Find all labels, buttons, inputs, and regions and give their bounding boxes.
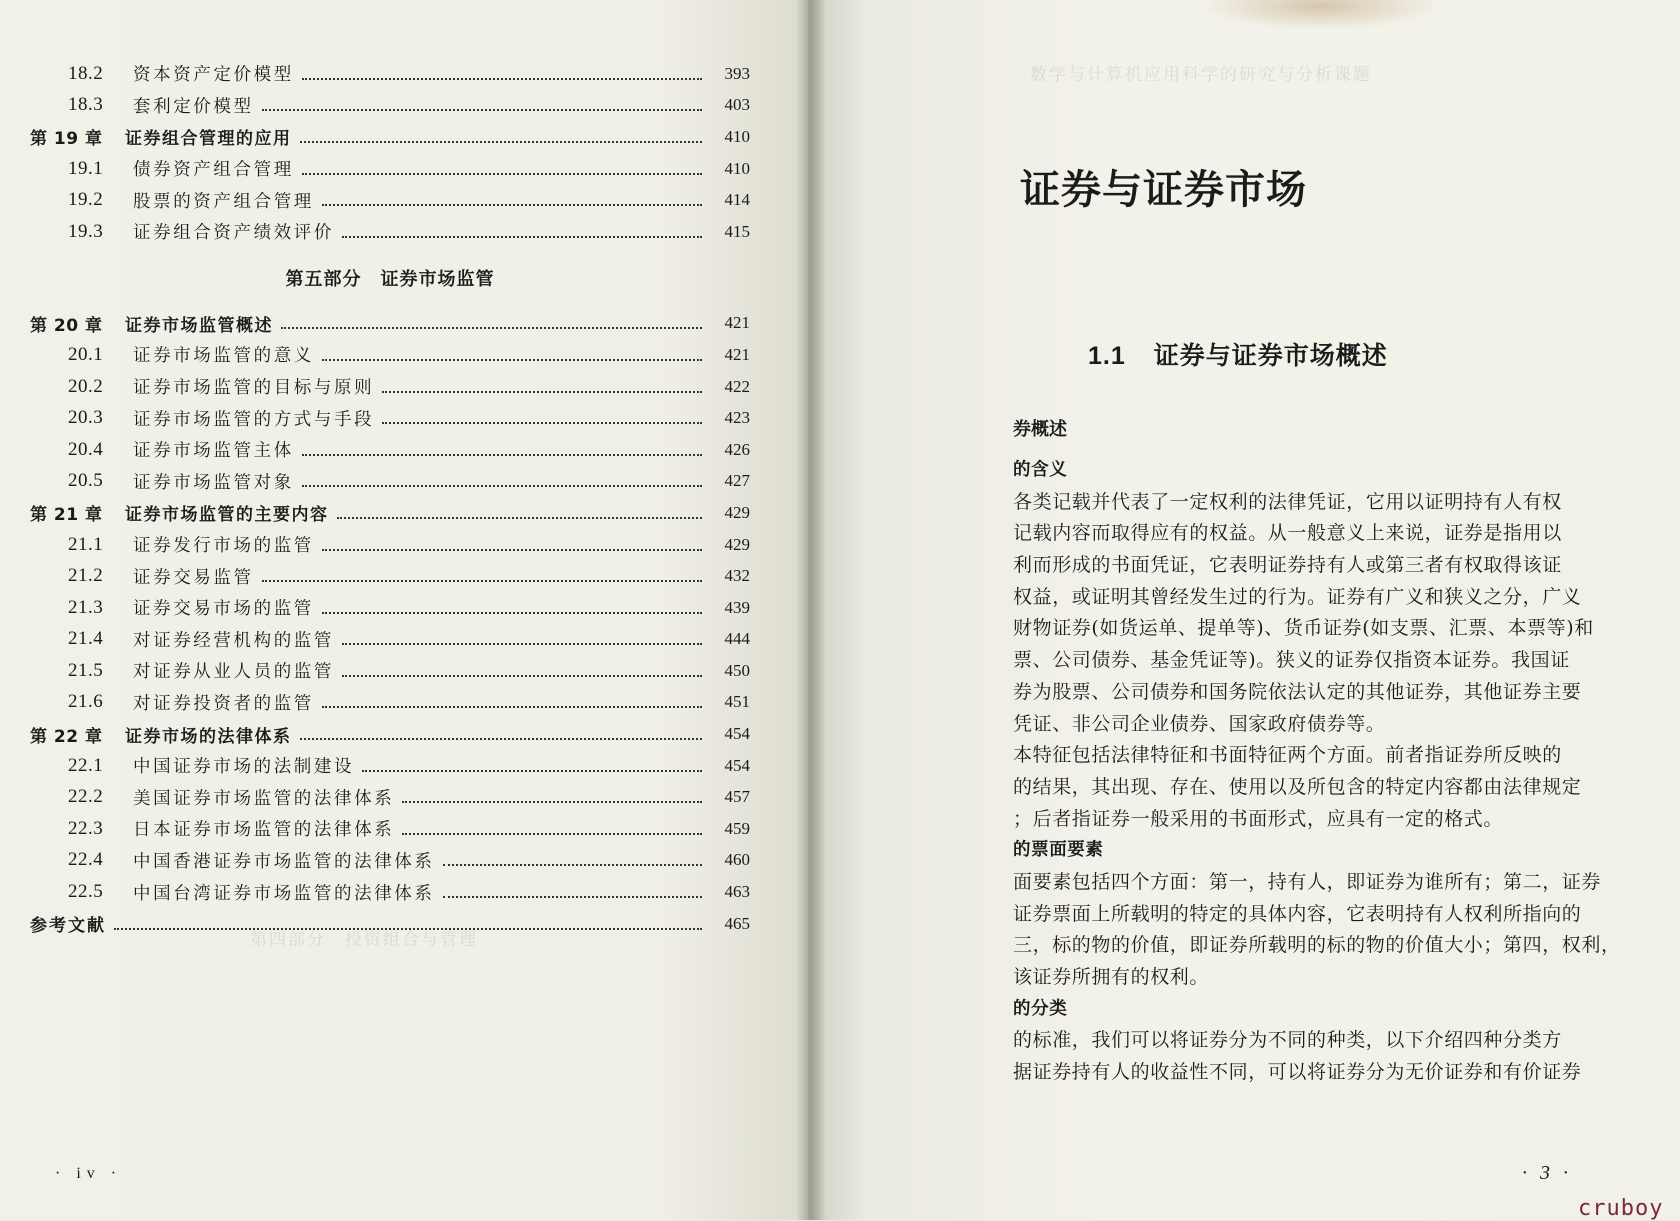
toc-entry-title: 证券市场的法律体系 [125, 726, 292, 747]
toc-leader-dots [281, 327, 702, 329]
toc-entry-number: 22.1 [68, 754, 104, 776]
toc-entry-title: 参考文献 [30, 916, 106, 937]
paragraph-line: 权益，或证明其曾经发生过的行为。证券有广义和狭义之分，广义 [1013, 585, 1582, 608]
toc-entry-number: 22.2 [68, 786, 104, 808]
toc-entry-number: 20.4 [68, 438, 104, 460]
section-title [1088, 336, 1388, 372]
book-gutter [796, 0, 826, 1220]
toc-chapter-entry [30, 497, 750, 529]
toc-leader-dots [300, 141, 703, 143]
toc-leader-dots [337, 517, 703, 519]
toc-entry-number: 第 22 章 [30, 726, 103, 747]
toc-leader-dots [300, 738, 703, 740]
toc-entry-number: 21.4 [68, 628, 104, 650]
toc-leader-dots [302, 78, 702, 80]
toc-entry-title: 股票的资产组合管理 [133, 191, 314, 212]
toc-entry-title: 证券组合管理的应用 [125, 129, 292, 150]
section-number: 1.1 [1088, 342, 1126, 370]
toc-section-entry [30, 655, 750, 687]
toc-leader-dots [302, 173, 702, 175]
toc-entry-page: 457 [724, 787, 750, 807]
toc-entry-page: 403 [724, 95, 750, 115]
toc-entry-page: 421 [724, 344, 750, 364]
chapter-title: 证券与证券市场 [1020, 167, 1307, 213]
toc-entry-page: 421 [724, 313, 750, 333]
paragraph-line: 财物证券(如货运单、提单等)、货币证券(如支票、汇票、本票等)和 [1013, 617, 1594, 640]
toc-leader-dots [322, 706, 702, 708]
toc-entry-page: 432 [724, 566, 750, 586]
toc-entry-title: 日本证券市场监管的法律体系 [133, 820, 395, 841]
toc-chapter-entry [30, 718, 750, 750]
paragraph-line: 本特征包括法律特征和书面特征两个方面。前者指证券所反映的 [1013, 744, 1562, 767]
toc-entry-page: 450 [724, 660, 750, 680]
toc-leader-dots [362, 770, 702, 772]
toc-section-entry [30, 434, 750, 466]
toc-entry-page: 414 [724, 190, 750, 210]
toc-leader-dots [262, 580, 702, 582]
toc-entry-number: 20.1 [68, 343, 104, 365]
toc-entry-page: 393 [724, 63, 750, 83]
toc-section-entry [30, 90, 750, 122]
toc-entry-title: 对证券经营机构的监管 [133, 630, 334, 651]
toc-leader-dots [262, 109, 702, 111]
toc-entry-number: 21.1 [68, 533, 104, 555]
paragraph-line: 该证券所拥有的权利。 [1013, 966, 1210, 988]
toc-entry-title: 资本资产定价模型 [133, 65, 294, 86]
part-heading: 第五部分 证券市场监管 [285, 268, 495, 290]
paragraph-line: 三，标的物的价值，即证券所载明的标的物的价值大小；第四，权利， [1013, 934, 1621, 957]
toc-leader-dots [342, 643, 702, 645]
section-title-text: 证券与证券市场概述 [1153, 341, 1388, 370]
toc-entry-number: 第 21 章 [30, 505, 103, 526]
toc-section-entry [30, 560, 750, 592]
toc-leader-dots [322, 612, 702, 614]
toc-entry-page: 429 [724, 534, 750, 554]
toc-entry-number: 22.4 [68, 849, 104, 871]
toc-entry-page: 454 [724, 724, 750, 744]
paragraph-line: 证券票面上所载明的特定的具体内容，它表明持有人权利所指向的 [1013, 902, 1582, 925]
toc-entry-page: 410 [724, 158, 750, 178]
subsection-heading: 券概述 [1013, 419, 1067, 440]
paragraph-line: ；后者指证券一般采用的书面形式，应具有一定的格式。 [1013, 807, 1504, 830]
toc-entry-page: 460 [724, 850, 750, 870]
toc-leader-dots [402, 833, 702, 835]
toc-section-entry [30, 813, 750, 845]
right-page-number: · 3 · [1522, 1162, 1572, 1184]
toc-entry-page: 426 [724, 439, 750, 459]
toc-entry-number: 18.3 [68, 94, 104, 116]
toc-entry-number: 20.2 [68, 375, 104, 397]
toc-section-entry [30, 750, 750, 782]
toc-leader-dots [302, 454, 702, 456]
toc-entry-number: 19.1 [68, 157, 104, 179]
paper-stain [1200, 0, 1440, 30]
toc-entry-number: 21.3 [68, 596, 104, 618]
left-page-number: · iv · [55, 1165, 123, 1182]
body-text [1013, 455, 1673, 1089]
toc-entry-number: 21.5 [68, 659, 104, 681]
toc-entry-number: 19.3 [68, 220, 104, 242]
toc-section-entry [30, 592, 750, 624]
toc-entry-title: 证券交易监管 [133, 567, 254, 588]
toc-entry-title: 证券市场监管主体 [133, 441, 294, 462]
toc-entry-number: 21.6 [68, 691, 104, 713]
toc-references-entry [30, 908, 750, 940]
toc-section-entry [30, 466, 750, 498]
paragraph-line: 利而形成的书面凭证，它表明证券持有人或第三者有权取得该证 [1013, 554, 1562, 577]
toc-section-entry [30, 339, 750, 371]
paragraph-line: 据证券持有人的收益性不同，可以将证券分为无价证券和有价证券 [1013, 1061, 1582, 1084]
toc-entry-title: 债券资产组合管理 [133, 160, 294, 181]
paragraph-line: 的标准，我们可以将证券分为不同的种类，以下介绍四种分类方 [1013, 1029, 1562, 1052]
toc-entry-page: 410 [724, 126, 750, 146]
subheading-line: 的分类 [1013, 998, 1068, 1019]
toc-entry-page: 423 [724, 408, 750, 428]
toc-leader-dots [342, 675, 702, 677]
toc-entry-page: 459 [724, 818, 750, 838]
toc-entry-title: 证券组合资产绩效评价 [133, 223, 334, 244]
toc-entry-title: 对证券投资者的监管 [133, 693, 314, 714]
paragraph-line: 的结果，其出现、存在、使用以及所包含的特定内容都由法律规定 [1013, 775, 1582, 798]
toc-entry-title: 证券市场监管的意义 [133, 346, 314, 367]
paragraph-line: 各类记载并代表了一定权利的法律凭证，它用以证明持有人有权 [1013, 490, 1562, 513]
toc-entry-page: 444 [724, 629, 750, 649]
toc-leader-dots [322, 549, 702, 551]
toc-chapter-entry [30, 308, 750, 340]
toc-leader-dots [382, 391, 702, 393]
toc-entry-title: 中国香港证券市场监管的法律体系 [133, 851, 435, 872]
paragraph-line: 凭证、非公司企业债券、国家政府债券等。 [1013, 712, 1386, 735]
subheading-line: 的票面要素 [1013, 840, 1104, 861]
toc-section-entry [30, 687, 750, 719]
toc-entry-title: 美国证券市场监管的法律体系 [133, 788, 395, 809]
watermark: cruboy [1578, 1196, 1664, 1221]
toc-entry-number: 22.5 [68, 881, 104, 903]
paragraph-line: 券为股票、公司债券和国务院依法认定的其他证券，其他证券主要 [1013, 680, 1582, 703]
paragraph-line: 票、公司债券、基金凭证等)。狭义的证券仅指资本证券。我国证 [1013, 649, 1570, 672]
paragraph-line: 面要素包括四个方面：第一，持有人，即证券为谁所有；第二，证券 [1013, 870, 1602, 893]
toc-leader-dots [402, 801, 702, 803]
toc-entry-title: 对证券从业人员的监管 [133, 662, 334, 683]
toc-entry-title: 证券市场监管概述 [125, 315, 273, 336]
toc-entry-title: 证券发行市场的监管 [133, 536, 314, 557]
toc-entry-page: 429 [724, 502, 750, 522]
toc-section-entry [30, 845, 750, 877]
toc-entry-page: 451 [724, 692, 750, 712]
toc-leader-dots [443, 864, 703, 866]
toc-entry-title: 中国证券市场的法制建设 [133, 757, 355, 778]
toc-entry-number: 18.2 [68, 62, 104, 84]
toc-entry-page: 422 [724, 376, 750, 396]
paragraph-line: 记载内容而取得应有的权益。从一般意义上来说，证券是指用以 [1013, 522, 1562, 545]
toc-entry-title: 套利定价模型 [133, 96, 254, 117]
toc-entry-page: 427 [724, 471, 750, 491]
toc-section-entry [30, 371, 750, 403]
toc-entry-number: 22.3 [68, 817, 104, 839]
toc-section-entry [30, 624, 750, 656]
toc-leader-dots [114, 928, 702, 930]
toc-section-entry [30, 876, 750, 908]
toc-chapter-entry [30, 121, 750, 153]
toc-entry-number: 19.2 [68, 189, 104, 211]
toc-leader-dots [322, 359, 702, 361]
toc-entry-title: 证券市场监管的方式与手段 [133, 409, 375, 430]
toc-entry-title: 证券市场监管的目标与原则 [133, 378, 375, 399]
toc-entry-page: 465 [724, 913, 750, 933]
toc-entry-title: 证券交易市场的监管 [133, 599, 314, 620]
toc-entry-page: 415 [724, 221, 750, 241]
toc-section-entry [30, 153, 750, 185]
toc-entry-title: 证券市场监管的主要内容 [125, 505, 329, 526]
toc-section-entry [30, 58, 750, 90]
toc-section-entry [30, 529, 750, 561]
toc-entry-number: 第 19 章 [30, 129, 103, 150]
toc-entry-title: 证券市场监管对象 [133, 472, 294, 493]
toc-entry-page: 439 [724, 597, 750, 617]
toc-entry-page: 463 [724, 882, 750, 902]
toc-leader-dots [302, 485, 702, 487]
toc-leader-dots [342, 236, 702, 238]
toc-entry-number: 第 20 章 [30, 315, 103, 336]
toc-entry-page: 454 [724, 755, 750, 775]
toc-entry-number: 20.3 [68, 407, 104, 429]
subheading-line: 的含义 [1013, 460, 1068, 480]
toc-section-entry [30, 781, 750, 813]
toc-entry-title: 中国台湾证券市场监管的法律体系 [133, 883, 435, 904]
toc-section-entry [30, 216, 750, 248]
toc-leader-dots [382, 422, 702, 424]
toc-section-entry [30, 402, 750, 434]
table-of-contents [30, 58, 750, 939]
toc-leader-dots [443, 896, 703, 898]
toc-entry-number: 21.2 [68, 565, 104, 587]
toc-section-entry [30, 184, 750, 216]
toc-entry-number: 20.5 [68, 470, 104, 492]
toc-leader-dots [322, 204, 702, 206]
